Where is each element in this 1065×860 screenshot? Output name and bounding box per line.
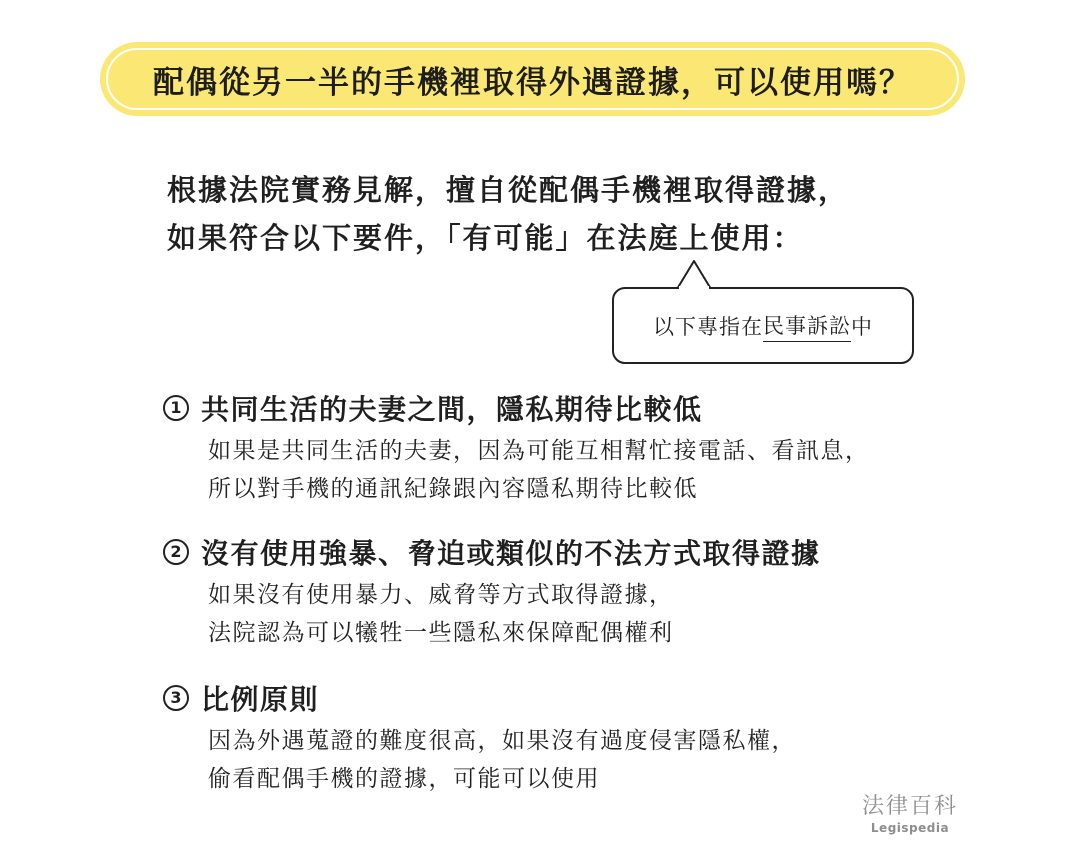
point-body	[208, 722, 796, 798]
point-body	[208, 576, 821, 652]
point-number-badge: 3	[163, 685, 189, 711]
point-body	[208, 432, 870, 508]
point-item-3	[163, 678, 796, 798]
point-title: 共同生活的夫妻之間，隱私期待比較低	[201, 393, 703, 426]
callout-suffix: 中	[851, 314, 873, 339]
callout-tail-joint	[679, 286, 709, 290]
callout-tail	[677, 259, 711, 289]
point-number-badge: 1	[163, 395, 189, 421]
point-body-line: 如果沒有使用暴力、威脅等方式取得證據，	[208, 582, 674, 608]
point-item-1	[163, 388, 870, 508]
point-item-2	[163, 532, 821, 652]
callout-prefix: 以下專指在	[653, 314, 763, 339]
title-banner	[100, 42, 965, 116]
point-body-line: 因為外遇蒐證的難度很高，如果沒有過度侵害隱私權，	[208, 728, 796, 754]
intro-line-1: 根據法院實務見解，擅自從配偶手機裡取得證據，	[167, 173, 850, 207]
point-title: 沒有使用強暴、脅迫或類似的不法方式取得證據	[201, 537, 821, 570]
point-body-line: 所以對手機的通訊紀錄跟內容隱私期待比較低	[208, 476, 698, 502]
title-banner-inner	[106, 48, 959, 110]
callout-emphasis: 民事訴訟	[763, 310, 851, 342]
brand-logo-english: Legispedia	[870, 821, 950, 835]
point-body-line: 偷看配偶手機的證據，可能可以使用	[208, 766, 600, 792]
point-body-line: 法院認為可以犧牲一些隱私來保障配偶權利	[208, 620, 674, 646]
point-title: 比例原則	[201, 683, 320, 716]
page-title: 配偶從另一半的手機裡取得外遇證據，可以使用嗎？	[153, 64, 912, 101]
point-body-line: 如果是共同生活的夫妻，因為可能互相幫忙接電話、看訊息，	[208, 438, 870, 464]
point-number-badge: 2	[163, 539, 189, 565]
callout-box	[612, 287, 914, 364]
intro-line-2: 如果符合以下要件，「有可能」在法庭上使用：	[167, 221, 804, 255]
brand-logo	[860, 794, 960, 836]
intro-text	[167, 166, 849, 262]
brand-logo-chinese: 法律百科	[861, 794, 958, 819]
